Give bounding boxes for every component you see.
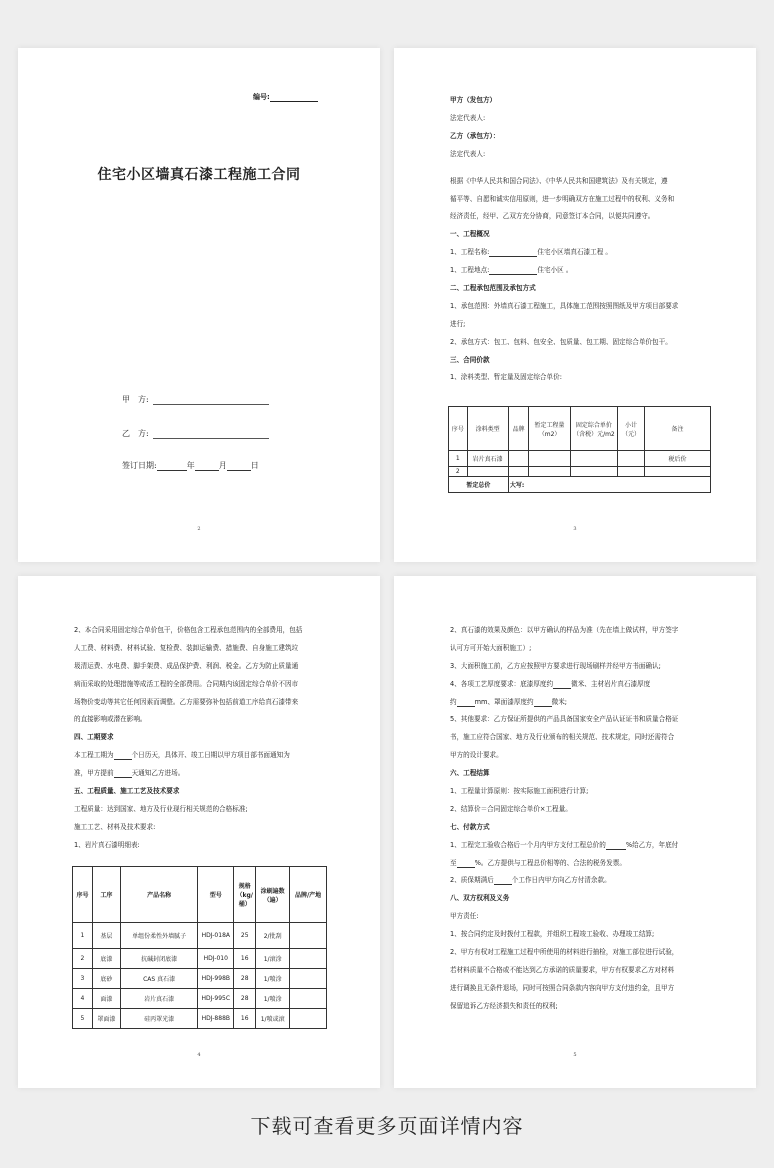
notice-days-blank: [114, 770, 132, 778]
table-cell: [290, 949, 327, 969]
table-cell: [570, 451, 617, 467]
table-cell: 1: [449, 451, 468, 467]
process-line: 施工工艺、材料及技术要求:: [74, 822, 156, 831]
page-settlement-and-payment: [394, 576, 756, 1088]
table-cell: [618, 451, 645, 467]
table-header: 工序: [92, 867, 120, 923]
total-value: 大写:: [508, 477, 710, 493]
month-blank: [195, 463, 219, 471]
other-req-line: 甲方的设计要求。: [450, 751, 503, 760]
payment-text: 个工作日内甲方向乙方付清余款。: [511, 876, 611, 885]
page-period-and-quality: [18, 576, 380, 1088]
table-cell: 硅丙罩光漆: [120, 1009, 198, 1029]
thickness-text: 4、各项工艺厚度要求：底漆厚度约: [450, 679, 554, 688]
duty-line: 若材料质量不合格或不能达到乙方承诺的质量要求，甲方有权要求乙方对材料: [450, 965, 675, 974]
table-cell: 岩片真石漆: [120, 989, 198, 1009]
price-intro: 1、涂料类型、暂定量及固定综合单价:: [450, 373, 562, 382]
section-heading: 二、工程承包范围及承包方式: [450, 284, 536, 293]
table-cell: 罩面漆: [92, 1009, 120, 1029]
table-cell: [529, 451, 570, 467]
table-header: 固定综合单价（含税）元/m2: [570, 407, 617, 451]
table-cell: 2/批刮: [256, 923, 290, 949]
table-cell: 底砂: [92, 969, 120, 989]
table-cell: 1/喷涂: [256, 969, 290, 989]
section-heading: 一、工程概况: [450, 230, 490, 239]
year-blank: [157, 463, 187, 471]
table-header: 涂料类型: [467, 407, 508, 451]
page-3-content: [74, 626, 334, 859]
contract-number: [253, 92, 318, 102]
payment-line: [450, 859, 710, 868]
section-heading: 八、双方权利及义务: [450, 894, 510, 903]
thickness-line: [450, 680, 710, 689]
period-text: 个日历天，具体开、竣工日期以甲方项目部书面通知为: [131, 751, 290, 760]
table-row: [73, 923, 327, 949]
payment-text: %。乙方提供与工程总价相等的、合法的税务发票。: [474, 858, 626, 867]
page-2-content: [450, 96, 710, 384]
table-cell: 1/喷涂: [256, 989, 290, 1009]
period-text: 准，甲方提前: [74, 769, 114, 778]
number-blank: [270, 94, 318, 102]
party-b-heading: 乙方（承包方）：: [450, 131, 500, 140]
sign-date: [122, 460, 259, 471]
price-note-line: 的直接影响或潜在影响。: [74, 715, 147, 724]
table-cell: HDJ-010: [198, 949, 234, 969]
table-cell: 基层: [92, 923, 120, 949]
warranty-days-blank: [494, 877, 512, 885]
intro-line: 根据《中华人民共和国合同法》、《中华人民共和国建筑法》及有关规定，遵: [450, 176, 668, 185]
table-header: 产品名称: [120, 867, 198, 923]
thickness-text: 约: [450, 697, 457, 706]
page-4-content: [450, 626, 710, 1020]
thickness-text: 微米;: [551, 697, 568, 706]
table-cell: [570, 467, 617, 477]
table-cell: 4: [73, 989, 93, 1009]
table-cell: HDJ-888B: [198, 1009, 234, 1029]
table-header: 品牌: [508, 407, 529, 451]
payment-text: 2、质保期满后: [450, 876, 494, 885]
table-cell: 单组份柔性外墙腻子: [120, 923, 198, 949]
project-site-label: 1、工程地点:: [450, 266, 490, 275]
document-title: 住宅小区墙真石漆工程施工合同: [97, 167, 301, 183]
topcoat-thickness-blank: [534, 699, 552, 707]
table-cell: 16: [234, 1009, 256, 1029]
table-cell: 1/滚涂: [256, 949, 290, 969]
page-number: 4: [197, 1052, 201, 1058]
duty-line: 1、按合同约定及时拨付工程款，并组织工程竣工验收、办理竣工结算;: [450, 930, 655, 939]
table-cell: HDJ-995C: [198, 989, 234, 1009]
payment-line: [450, 841, 710, 850]
table-cell: 面漆: [92, 989, 120, 1009]
scope-line: 进行;: [450, 319, 466, 328]
sample-line: 3、大面积施工前，乙方应按照甲方要求进行现场刷样并经甲方书面确认;: [450, 661, 661, 670]
project-site-suffix: 住宅小区 。: [537, 266, 573, 275]
year-label: 年: [186, 461, 195, 470]
table-row: [449, 467, 711, 477]
party-b-signature: [122, 428, 269, 439]
table-header: 规格（kg/桶）: [234, 867, 256, 923]
party-b-representative: 法定代表人:: [450, 149, 486, 158]
duty-heading: 甲方责任:: [450, 912, 479, 921]
table-header: 备注: [644, 407, 710, 451]
quality-line: 工程质量：达到国家、地方及行业现行相关规范的合格标准;: [74, 804, 248, 813]
payment-text: %给乙方，年底付: [625, 840, 679, 849]
material-table: [72, 866, 327, 1029]
primer-thickness-blank: [553, 681, 571, 689]
table-cell: 2: [73, 949, 93, 969]
table-header: 小计（元）: [618, 407, 645, 451]
table-cell: 25: [234, 923, 256, 949]
project-name-blank: [489, 249, 537, 257]
party-a-signature: [122, 394, 269, 405]
settlement-line: 1、工程量计算原则：按实际施工面积进行计算;: [450, 787, 589, 796]
project-name: [450, 248, 710, 257]
table-cell: 岩片真石漆: [467, 451, 508, 467]
payment-percent-blank: [606, 842, 626, 850]
payment-line: [450, 876, 710, 885]
table-cell: CAS 真石漆: [120, 969, 198, 989]
day-label: 日: [250, 461, 259, 470]
table-header: 序号: [449, 407, 468, 451]
period-days-blank: [114, 752, 132, 760]
period-text: 天通知乙方进场。: [131, 769, 185, 778]
project-site: [450, 266, 710, 275]
project-name-label: 1、工程名称:: [450, 248, 490, 257]
price-note-line: 圾清运费、水电费、脚手架费、成品保护费、利润、税金。乙方为防止质量通: [74, 661, 299, 670]
day-blank: [227, 463, 251, 471]
table-cell: 抗碱封闭底漆: [120, 949, 198, 969]
table-cell: HDJ-998B: [198, 969, 234, 989]
period-line: [74, 769, 334, 778]
project-name-suffix: 住宅小区墙真石漆工程 。: [537, 248, 613, 257]
other-req-line: 5、其他要求：乙方保证所提供的产品具备国家安全产品认证证书和质量合格证: [450, 715, 679, 724]
price-note-line: 2、本合同采用固定综合单价包干，价格包含工程承包范围内的全部费用，包括: [74, 626, 303, 634]
period-line: [74, 751, 334, 760]
table-cell: [529, 467, 570, 477]
section-heading: 六、工程结算: [450, 769, 490, 778]
page-number: 2: [197, 526, 201, 532]
table-cell: 2: [449, 467, 468, 477]
section-heading: 七、付款方式: [450, 822, 490, 831]
price-note-line: 人工费、材料费、材料试验、复检费、装卸运输费、措施费、自身施工建筑垃: [74, 643, 299, 652]
table-header: 涂刷遍数（遍）: [256, 867, 290, 923]
party-a-representative: 法定代表人:: [450, 113, 486, 122]
thickness-text: 微米、主材岩片真石漆厚度: [571, 679, 651, 688]
payment-text: 1、工程完工验收合格后一个月内甲方支付工程总价的: [450, 840, 606, 849]
party-b-blank: [153, 430, 269, 439]
table-cell: [644, 467, 710, 477]
intro-line: 经济责任，经甲、乙双方充分协商，同意签订本合同，以便共同遵守。: [450, 212, 655, 221]
table-header: 暂定工程量（m2）: [529, 407, 570, 451]
table-cell: [618, 467, 645, 477]
other-req-line: 书，施工应符合国家、地方及行业颁布的相关规范、技术规定，同时还需符合: [450, 733, 675, 742]
page-number: 3: [573, 526, 577, 532]
table-cell: 3: [73, 969, 93, 989]
thickness-text: mm、罩面漆厚度约: [474, 697, 534, 706]
table-cell: 1/喷或滚: [256, 1009, 290, 1029]
year-end-percent-blank: [457, 860, 475, 868]
color-line: 2、真石漆的效果及颜色：以甲方确认的样品为准（先在墙上做试样，甲方签字: [450, 626, 679, 634]
month-label: 月: [218, 461, 227, 470]
party-a-heading: 甲方（发包方）: [450, 96, 497, 104]
page-parties-and-price: [394, 48, 756, 562]
table-cell: [508, 451, 529, 467]
party-a-label: 甲 方:: [122, 395, 149, 404]
total-label: 暂定总价: [449, 477, 509, 493]
table-cell: 1: [73, 923, 93, 949]
table-cell: 16: [234, 949, 256, 969]
main-thickness-blank: [457, 699, 475, 707]
table-cell: HDJ-018A: [198, 923, 234, 949]
table-cell: [290, 989, 327, 1009]
payment-text: 至: [450, 858, 457, 867]
settlement-line: 2、结算价＝合同固定综合单价×工程量。: [450, 804, 572, 813]
table-row: [73, 1009, 327, 1029]
table-cell: 税后价: [644, 451, 710, 467]
page-cover: [18, 48, 380, 562]
table-row: [73, 949, 327, 969]
scope-line: 1、承包范围：外墙真石漆工程施工，具体施工范围按照图纸及甲方项目部要求: [450, 301, 679, 310]
date-label: 签订日期:: [122, 461, 157, 470]
table-cell: 底漆: [92, 949, 120, 969]
color-line: 认可方可开始大面积施工）;: [450, 643, 532, 652]
duty-line: 保留追诉乙方经济损失和责任的权利;: [450, 1001, 558, 1010]
download-caption: 下载可查看更多页面详情内容: [250, 1114, 524, 1138]
section-heading: 三、合同价款: [450, 355, 490, 364]
table-intro: 1、岩片真石漆明细表:: [74, 840, 140, 849]
table-row: [449, 451, 711, 467]
section-heading: 五、工程质量、施工工艺及技术要求: [74, 787, 180, 796]
table-cell: [290, 969, 327, 989]
duty-line: 2、甲方有权对工程施工过程中所使用的材料进行抽检，对施工部位进行试验，: [450, 948, 679, 957]
table-header: 序号: [73, 867, 93, 923]
party-a-blank: [153, 396, 269, 405]
table-cell: [290, 1009, 327, 1029]
table-row: [73, 969, 327, 989]
table-cell: [467, 467, 508, 477]
table-cell: [508, 467, 529, 477]
table-header: 品牌/产地: [290, 867, 327, 923]
section-heading: 四、工期要求: [74, 733, 114, 742]
party-b-label: 乙 方:: [122, 429, 149, 438]
period-text: 本工程工期为: [74, 751, 114, 760]
table-header: 型号: [198, 867, 234, 923]
duty-line: 进行调换且无条件退场，同时可按照合同条款内容向甲方支付违约金，且甲方: [450, 983, 675, 992]
price-note-line: 病而采取的处理措施等成活工程的全部费用。合同期内该固定综合单价不因市: [74, 679, 299, 688]
table-cell: 28: [234, 969, 256, 989]
table-cell: 28: [234, 989, 256, 1009]
intro-line: 循平等、自愿和诚实信用原则，进一步明确双方在施工过程中的权利、义务和: [450, 194, 675, 203]
number-label: 编号:: [253, 93, 270, 101]
price-note-line: 场物价变动等其它任何因素而调整。乙方需要弥补包括前道工序给真石漆带来: [74, 697, 299, 706]
thickness-line: [450, 698, 710, 707]
table-cell: 5: [73, 1009, 93, 1029]
project-site-blank: [489, 267, 537, 275]
page-number: 5: [573, 1052, 577, 1058]
contract-mode: 2、承包方式：包工、包料、包安全、包质量、包工期、固定综合单价包干。: [450, 337, 672, 346]
table-row: [73, 989, 327, 1009]
table-cell: [290, 923, 327, 949]
table-total-row: [449, 477, 711, 493]
price-table: [448, 406, 711, 493]
